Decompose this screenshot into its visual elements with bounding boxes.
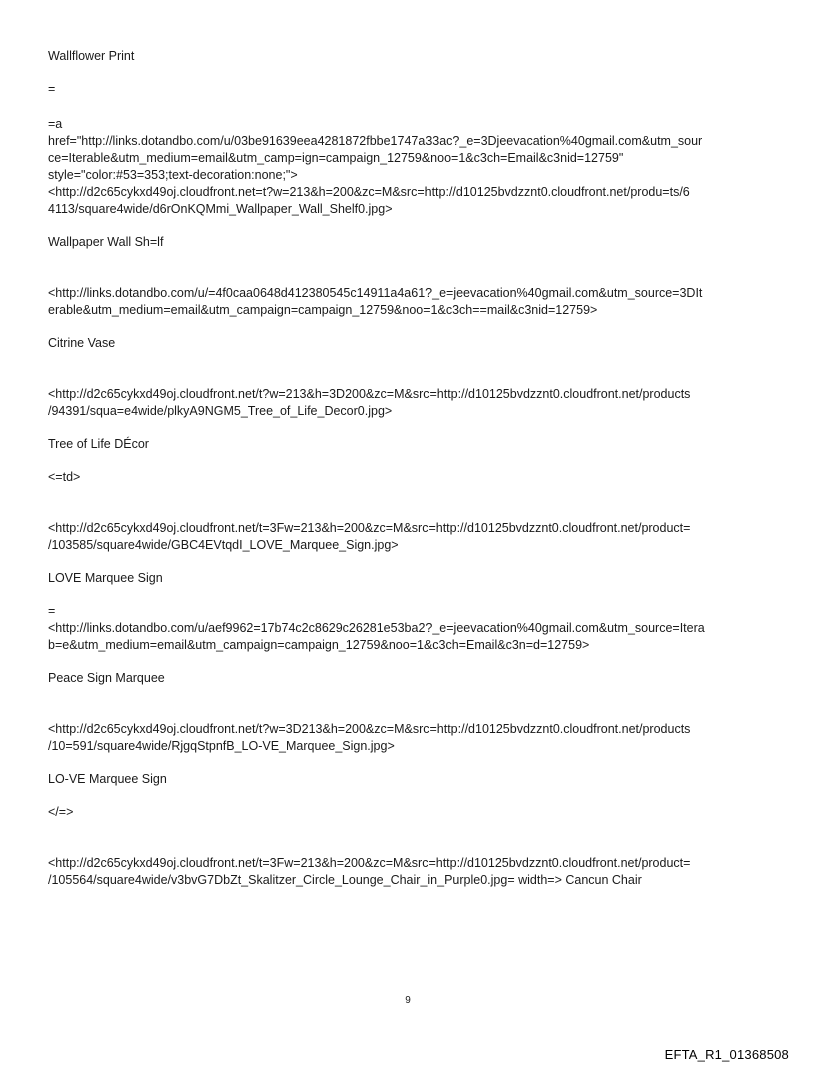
text-line: 4113/square4wide/d6rOnKQMmi_Wallpaper_Wall_Shelf0.jpg> (48, 202, 393, 216)
text-line: b=e&utm_medium=email&utm_campaign=campaign_12759&noo=1&c3ch=Email&c3n=d=12759> (48, 638, 590, 652)
text-line: <http://d2c65cykxd49oj.cloudfront.net=t?w=213&h=200&zc=M&src=http://d10125bvdzznt0.cloudfront.net/produ=ts/6 (48, 185, 690, 199)
text-block-td-tag (48, 469, 773, 486)
text-line: = (48, 82, 56, 96)
text-block-love-marquee-sign (48, 570, 773, 587)
text-line: /94391/squa=e4wide/plkyA9NGM5_Tree_of_Life_Decor0.jpg> (48, 404, 393, 418)
document-body (48, 48, 773, 889)
text-block-closing-tag (48, 804, 773, 821)
text-block-tree-of-life-decor (48, 436, 773, 453)
document-id-footer: EFTA_R1_01368508 (664, 1047, 789, 1062)
text-line: <http://d2c65cykxd49oj.cloudfront.net/t?w=3D213&h=200&zc=M&src=http://d10125bvdzznt0.cloudfront.net/products (48, 722, 691, 736)
text-block-wallpaper-wall-shelf (48, 234, 773, 251)
text-line: Peace Sign Marquee (48, 671, 165, 685)
text-block-link-peace (48, 603, 773, 654)
text-line: <http://d2c65cykxd49oj.cloudfront.net/t=3Fw=213&h=200&zc=M&src=http://d10125bvdzznt0.cloudfront.net/product= (48, 856, 691, 870)
text-block-citrine-vase (48, 335, 773, 352)
page-number: 9 (405, 995, 411, 1006)
text-line: <http://links.dotandbo.com/u/aef9962=17b74c2c8629c26281e53ba2?_e=jeevacation%40gmail.com&utm_source=Itera (48, 621, 705, 635)
text-line: Wallpaper Wall Sh=lf (48, 235, 164, 249)
text-block-lo-ve-marquee-sign (48, 771, 773, 788)
text-line: ce=Iterable&utm_medium=email&utm_camp=ign=campaign_12759&noo=1&c3ch=Email&c3nid=12759" (48, 151, 624, 165)
text-block-peace-sign-marquee (48, 670, 773, 687)
text-line: href="http://links.dotandbo.com/u/03be91639eea4281872fbbe1747a33ac?_e=3Djeevacation%40gmail.com&utm_sour (48, 134, 703, 148)
text-line: <http://links.dotandbo.com/u/=4f0caa0648d412380545c14911a4a61?_e=jeevacation%40gmail.com&utm_source=3DIt (48, 286, 703, 300)
text-block-equals (48, 81, 773, 98)
text-line: </=> (48, 805, 74, 819)
text-line: /103585/square4wide/GBC4EVtqdI_LOVE_Marquee_Sign.jpg> (48, 538, 399, 552)
text-line: <=td> (48, 470, 81, 484)
text-block-link-citrine (48, 285, 773, 319)
text-block-image-love-marquee (48, 520, 773, 554)
text-line: erable&utm_medium=email&utm_campaign=campaign_12759&noo=1&c3ch==mail&c3nid=12759> (48, 303, 598, 317)
text-line: style="color:#53=353;text-decoration:none;"> (48, 168, 298, 182)
text-block-image-tree-of-life (48, 386, 773, 420)
text-line: Wallflower Print (48, 49, 135, 63)
text-block-wallflower-print (48, 48, 773, 65)
text-line: = (48, 604, 56, 618)
text-line: Tree of Life DÉcor (48, 437, 149, 451)
text-line: /10=591/square4wide/RjgqStpnfB_LO-VE_Marquee_Sign.jpg> (48, 739, 395, 753)
text-line: =a (48, 117, 63, 131)
text-block-image-lo-ve-marquee (48, 721, 773, 755)
text-block-anchor-wallpaper (48, 116, 773, 218)
text-block-image-cancun-chair (48, 855, 773, 889)
text-line: /105564/square4wide/v3bvG7DbZt_Skalitzer_Circle_Lounge_Chair_in_Purple0.jpg= width=> Cancun Chair (48, 873, 642, 887)
text-line: <http://d2c65cykxd49oj.cloudfront.net/t=3Fw=213&h=200&zc=M&src=http://d10125bvdzznt0.cloudfront.net/product= (48, 521, 691, 535)
text-line: LOVE Marquee Sign (48, 571, 163, 585)
text-line: <http://d2c65cykxd49oj.cloudfront.net/t?w=213&h=3D200&zc=M&src=http://d10125bvdzznt0.cloudfront.net/products (48, 387, 691, 401)
text-line: LO-VE Marquee Sign (48, 772, 167, 786)
text-line: Citrine Vase (48, 336, 116, 350)
